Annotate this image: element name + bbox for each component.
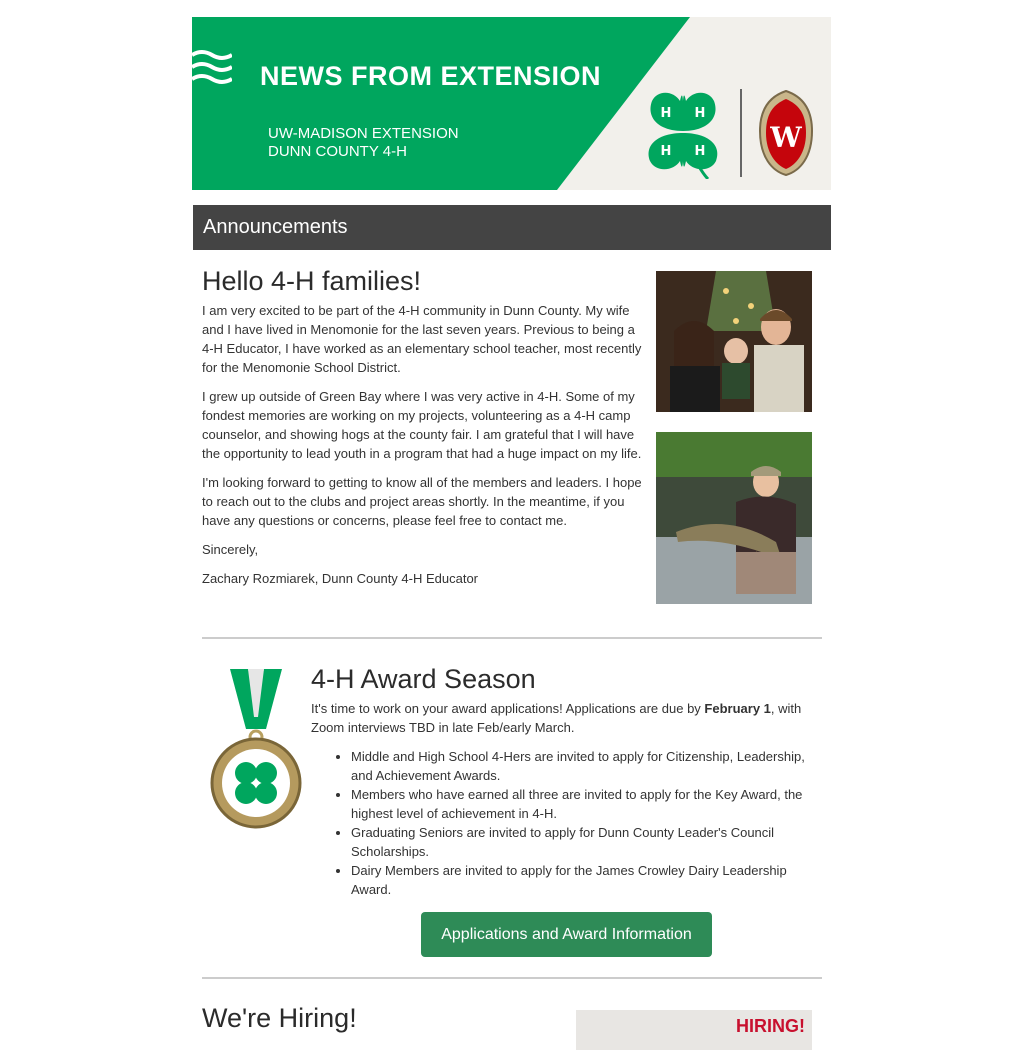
uw-crest-icon [756,87,816,179]
hello-paragraph: Zachary Rozmiarek, Dunn County 4-H Educator [202,571,479,586]
header-banner [192,17,831,190]
list-item: • Members who have earned all three are invited to apply for the Key Award, the highest level of achievement in 4-H. [351,785,813,823]
section-title-bar: Announcements [193,205,831,250]
hello-paragraph: Sincerely, [202,542,259,557]
hello-section [202,265,647,598]
banner-subtitle-line1: UW-MADISON EXTENSION [268,125,459,142]
medal-icon [210,667,302,832]
family-photo [656,271,812,412]
crest-letter: W [770,121,802,154]
clover-letter-4: H [694,144,706,159]
clover-letter-1: H [660,106,672,121]
hiring-image-text: HIRING! [736,1016,805,1036]
logo-divider [740,89,742,177]
list-item: • Graduating Seniors are invited to apply for Dunn County Leader's Council Scholarships. [351,823,813,861]
award-section [311,663,813,899]
four-h-clover-icon [638,87,728,179]
award-heading: 4-H Award Season [311,664,536,694]
award-due-date: February 1 [704,701,771,716]
waves-icon [192,49,232,91]
award-intro-text-end: , with Zoom interviews TBD in late Feb/early March. [311,701,802,735]
section-divider [202,977,822,979]
list-item: • Dairy Members are invited to apply for the James Crowley Dairy Leadership Award. [351,861,813,899]
hello-paragraph: I'm looking forward to getting to know all of the members and leaders. I hope to reach out to the clubs and project areas shortly. In the meantime, if you have any questions or concerns, please feel free to contact me. [202,475,642,528]
fishing-photo [656,432,812,604]
hello-paragraph: I grew up outside of Green Bay where I was very active in 4-H. Some of my fondest memories are working on my projects, volunteering as a 4-H camp counselor, and showing hogs at the county fair. I am grateful that I will have the opportunity to lead youth in a program that had a huge impact on my life. [202,389,642,461]
hiring-heading: We're Hiring! [202,1003,357,1033]
list-item: • Middle and High School 4-Hers are invited to apply for Citizenship, Leadership, and Achievement Awards. [351,747,813,785]
hiring-image [576,1010,812,1050]
section-divider [202,637,822,639]
banner-green-panel [192,17,831,190]
clover-letter-2: H [694,106,706,121]
banner-title: NEWS FROM EXTENSION [260,61,602,91]
newsletter [192,17,831,1036]
hello-paragraph: I am very excited to be part of the 4-H community in Dunn County. My wife and I have lived in Menomonie for the last seven years. Previous to being a 4-H Educator, I have worked as an elementary school teacher, most recently for the Menomonie School District. [202,303,642,375]
award-intro [311,699,813,737]
applications-award-button[interactable]: Applications and Award Information [421,912,712,957]
award-intro-text: It's time to work on your award applications! Applications are due by [311,701,705,716]
award-bullet-list [311,747,813,899]
hello-heading: Hello 4-H families! [202,266,422,296]
banner-subtitle-line2: DUNN COUNTY 4-H [268,143,407,160]
clover-letter-3: H [660,144,672,159]
banner-subtitle [268,125,459,161]
